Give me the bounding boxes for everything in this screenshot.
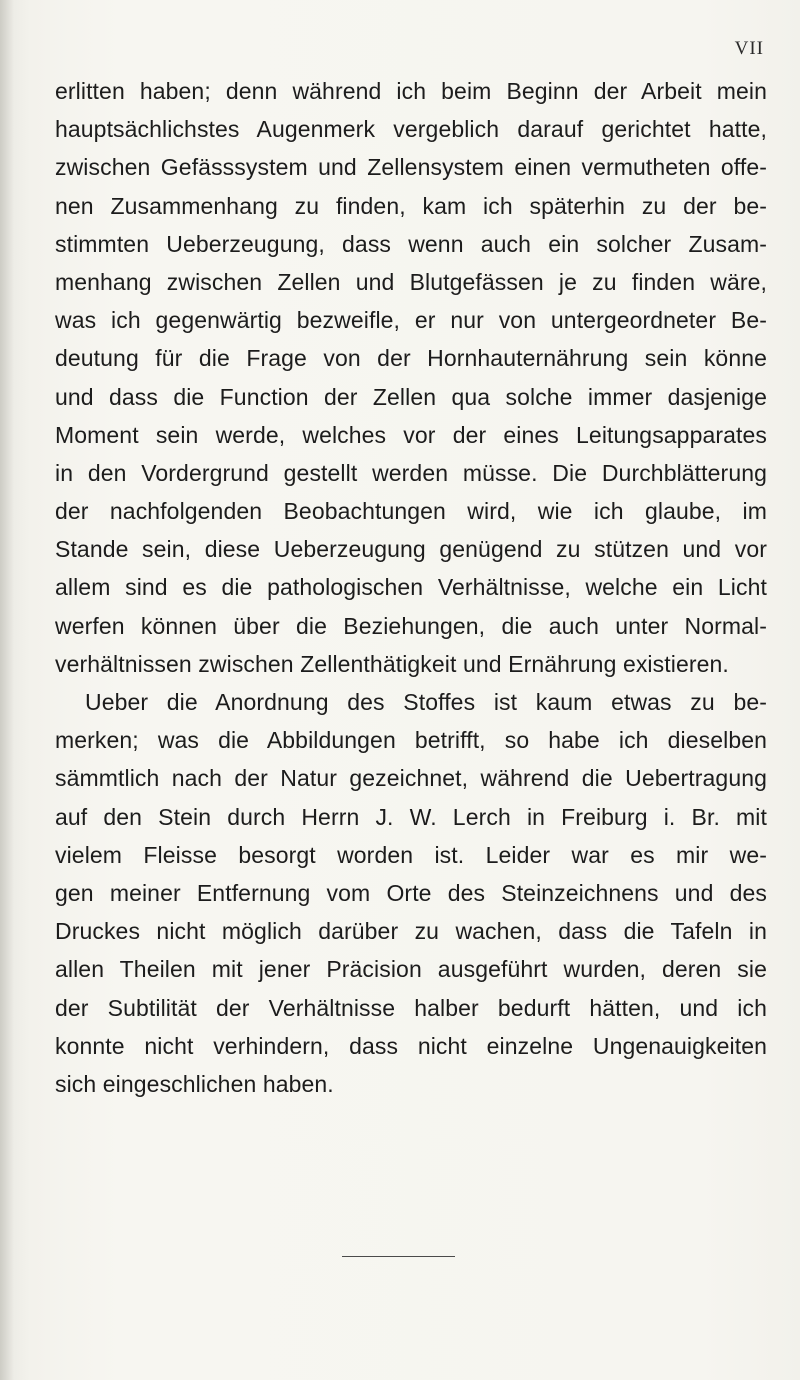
text-line: und dass die Function der Zellen qua solche immer dasjenige [55, 383, 767, 410]
body-text [55, 72, 767, 1103]
text-line: erlitten haben; denn während ich beim Beginn der Arbeit mein [55, 78, 767, 104]
section-divider [342, 1256, 455, 1257]
text-line: werfen können über die Beziehungen, die auch unter Normal- [55, 612, 767, 639]
text-line: gen meiner Entfernung vom Orte des Steinzeichnens und des [55, 879, 767, 906]
paragraph-start-line: Ueber die Anordnung des Stoffes ist kaum etwas zu be- [85, 689, 767, 715]
text-line: stimmten Ueberzeugung, dass wenn auch ein solcher Zusam- [55, 230, 767, 257]
text-line: allem sind es die pathologischen Verhältnisse, welche ein Licht [55, 574, 767, 601]
text-line: der nachfolgenden Beobachtungen wird, wie ich glaube, im [55, 498, 767, 525]
paragraph-end-line: sich eingeschlichen haben. [55, 1070, 334, 1097]
text-line: Stande sein, diese Ueberzeugung genügend zu stützen und vor [55, 536, 767, 563]
text-line: Moment sein werde, welches vor der eines Leitungsapparates [55, 421, 767, 448]
text-line: auf den Stein durch Herrn J. W. Lerch in Freiburg i. Br. mit [55, 803, 767, 830]
text-line: der Subtilität der Verhältnisse halber bedurft hätten, und ich [55, 994, 767, 1021]
binding-shadow [0, 0, 14, 1380]
text-line: in den Vordergrund gestellt werden müsse. Die Durchblätterung [55, 459, 767, 486]
text-line: sämmtlich nach der Natur gezeichnet, während die Uebertragung [55, 765, 767, 792]
text-line: nen Zusammenhang zu finden, kam ich späterhin zu der be- [55, 192, 767, 219]
text-line: merken; was die Abbildungen betrifft, so habe ich dieselben [55, 727, 767, 754]
text-line: deutung für die Frage von der Hornhauternährung sein könne [55, 345, 767, 372]
text-line: allen Theilen mit jener Präcision ausgeführt wurden, deren sie [55, 956, 767, 983]
page-number: VII [734, 38, 764, 59]
text-line: hauptsächlichstes Augenmerk vergeblich darauf gerichtet hatte, [55, 116, 767, 143]
text-line: was ich gegenwärtig bezweifle, er nur von untergeordneter Be- [55, 307, 767, 334]
text-line: vielem Fleisse besorgt worden ist. Leider war es mir we- [55, 841, 767, 868]
text-line: Druckes nicht möglich darüber zu wachen, dass die Tafeln in [55, 918, 767, 945]
paragraph-end-line: verhältnissen zwischen Zellenthätigkeit und Ernährung existieren. [55, 650, 729, 677]
text-line: menhang zwischen Zellen und Blutgefässen je zu finden wäre, [55, 268, 767, 295]
text-line: zwischen Gefässsystem und Zellensystem einen vermutheten offe- [55, 154, 767, 181]
text-line: konnte nicht verhindern, dass nicht einzelne Ungenauigkeiten [55, 1032, 767, 1059]
